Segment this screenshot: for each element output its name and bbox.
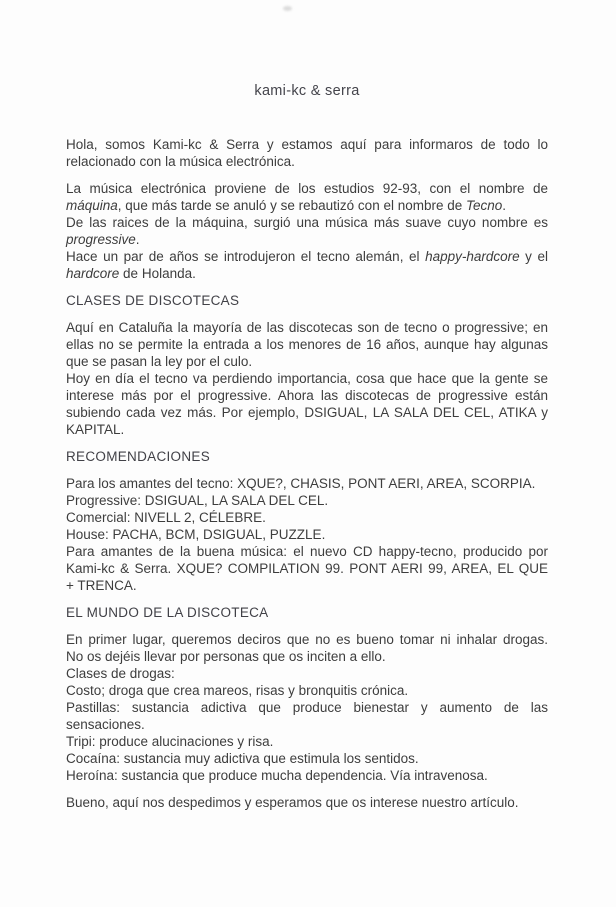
text-line <box>66 248 548 265</box>
section-heading <box>66 282 548 309</box>
paragraph <box>66 170 548 282</box>
text-run: Aquí en Cataluña la mayoría de las discotecas son de tecno o progressive; en <box>66 320 548 335</box>
text-line <box>66 475 548 492</box>
text-line <box>66 733 548 750</box>
text-line <box>66 716 548 733</box>
text-line <box>66 448 548 465</box>
text-run: Hola, somos Kami-kc & Serra y estamos aquí para informaros de todo lo <box>66 137 548 152</box>
section-heading <box>66 438 548 465</box>
text-run: EL MUNDO DE LA DISCOTECA <box>66 605 269 620</box>
text-run: La música electrónica proviene de los estudios 92-93, con el nombre de <box>66 181 548 196</box>
scan-artifact-mark <box>283 6 292 11</box>
text-run: . <box>502 198 507 213</box>
text-run: CLASES DE DISCOTECAS <box>66 293 240 308</box>
italic-text-run: hardcore <box>66 266 120 281</box>
text-line <box>66 353 548 370</box>
paragraph <box>66 784 548 811</box>
text-run: ellas no se permite la entrada a los menores de 16 años, aunque hay algunas <box>66 337 548 352</box>
text-run: Pastillas: sustancia adictiva que produce bienestar y aumento de las <box>66 700 548 715</box>
text-line <box>66 136 548 153</box>
text-line <box>66 492 548 509</box>
text-line <box>66 336 548 353</box>
text-line <box>66 214 548 231</box>
text-run: relacionado con la música electrónica. <box>66 154 295 169</box>
text-run: Para los amantes del tecno: XQUE?, CHASIS, PONT AERI, AREA, SCORPIA. <box>66 476 536 491</box>
text-run: Cocaína: sustancia muy adictiva que estimula los sentidos. <box>66 751 419 766</box>
text-run: Clases de drogas: <box>66 666 175 681</box>
text-line <box>66 319 548 336</box>
text-line <box>66 370 548 387</box>
text-line <box>66 665 548 682</box>
text-line <box>66 526 548 543</box>
text-line <box>66 265 548 282</box>
text-run: Progressive: DSIGUAL, LA SALA DEL CEL. <box>66 493 329 508</box>
text-line <box>66 197 548 214</box>
text-run: De las raices de la máquina, surgió una música más suave cuyo nombre es <box>66 215 548 230</box>
paragraph <box>66 621 548 784</box>
text-run: KAPITAL. <box>66 422 125 437</box>
text-line <box>66 682 548 699</box>
text-run: sensaciones. <box>66 717 145 732</box>
italic-text-run: máquina <box>66 198 118 213</box>
text-line <box>66 794 548 811</box>
document-title: kami-kc & serra <box>254 83 360 99</box>
text-run: , que más tarde se anuló y se rebautizó con el nombre de <box>117 198 467 213</box>
text-run: Hoy en día el tecno va perdiendo importancia, cosa que hace que la gente se <box>66 371 548 386</box>
text-line <box>66 699 548 716</box>
text-run: Costo; droga que crea mareos, risas y bronquitis crónica. <box>66 683 409 698</box>
italic-text-run: Tecno <box>466 198 503 213</box>
text-run: Para amantes de la buena música: el nuevo CD happy-tecno, producido por <box>66 544 548 559</box>
text-line <box>66 387 548 404</box>
text-line <box>66 509 548 526</box>
text-run: Comercial: NIVELL 2, CÉLEBRE. <box>66 510 266 525</box>
text-run: y el <box>519 249 548 264</box>
section-heading <box>66 594 548 621</box>
text-line <box>66 577 548 594</box>
text-run: + TRENCA. <box>66 578 137 593</box>
text-line <box>66 560 548 577</box>
text-run: RECOMENDACIONES <box>66 449 211 464</box>
text-run: interese más por el progressive. Ahora las discotecas de progressive están <box>66 388 548 403</box>
text-line <box>66 292 548 309</box>
text-line <box>66 153 548 170</box>
text-run: Bueno, aquí nos despedimos y esperamos que os interese nuestro artículo. <box>66 795 519 810</box>
text-line <box>66 543 548 560</box>
text-run: Tripi: produce alucinaciones y risa. <box>66 734 274 749</box>
italic-text-run: progressive <box>66 232 136 247</box>
text-run: subiendo cada vez más. Por ejemplo, DSIGUAL, LA SALA DEL CEL, ATIKA y <box>66 405 548 420</box>
text-run: Kami-kc & Serra. XQUE? COMPILATION 99. PONT AERI 99, AREA, EL QUE <box>66 561 548 576</box>
paragraph <box>66 465 548 594</box>
text-line <box>66 604 548 621</box>
text-line <box>66 231 548 248</box>
text-line <box>66 421 548 438</box>
text-line <box>66 648 548 665</box>
italic-text-run: happy-hardcore <box>425 249 520 264</box>
text-line <box>66 180 548 197</box>
text-run: . <box>135 232 140 247</box>
text-line <box>66 631 548 648</box>
text-run: de Holanda. <box>119 266 196 281</box>
text-run: Heroína: sustancia que produce mucha dependencia. Vía intravenosa. <box>66 768 488 783</box>
text-run: que se pasan la ley por el culo. <box>66 354 253 369</box>
paragraph <box>66 309 548 438</box>
document-body <box>66 136 548 811</box>
text-run: En primer lugar, queremos deciros que no es bueno tomar ni inhalar drogas. <box>66 632 548 647</box>
text-line <box>66 750 548 767</box>
text-line <box>66 404 548 421</box>
paragraph <box>66 136 548 170</box>
text-run: House: PACHA, BCM, DSIGUAL, PUZZLE. <box>66 527 326 542</box>
text-run: Hace un par de años se introdujeron el tecno alemán, el <box>66 249 426 264</box>
text-run: No os dejéis llevar por personas que os inciten a ello. <box>66 649 386 664</box>
text-line <box>66 767 548 784</box>
